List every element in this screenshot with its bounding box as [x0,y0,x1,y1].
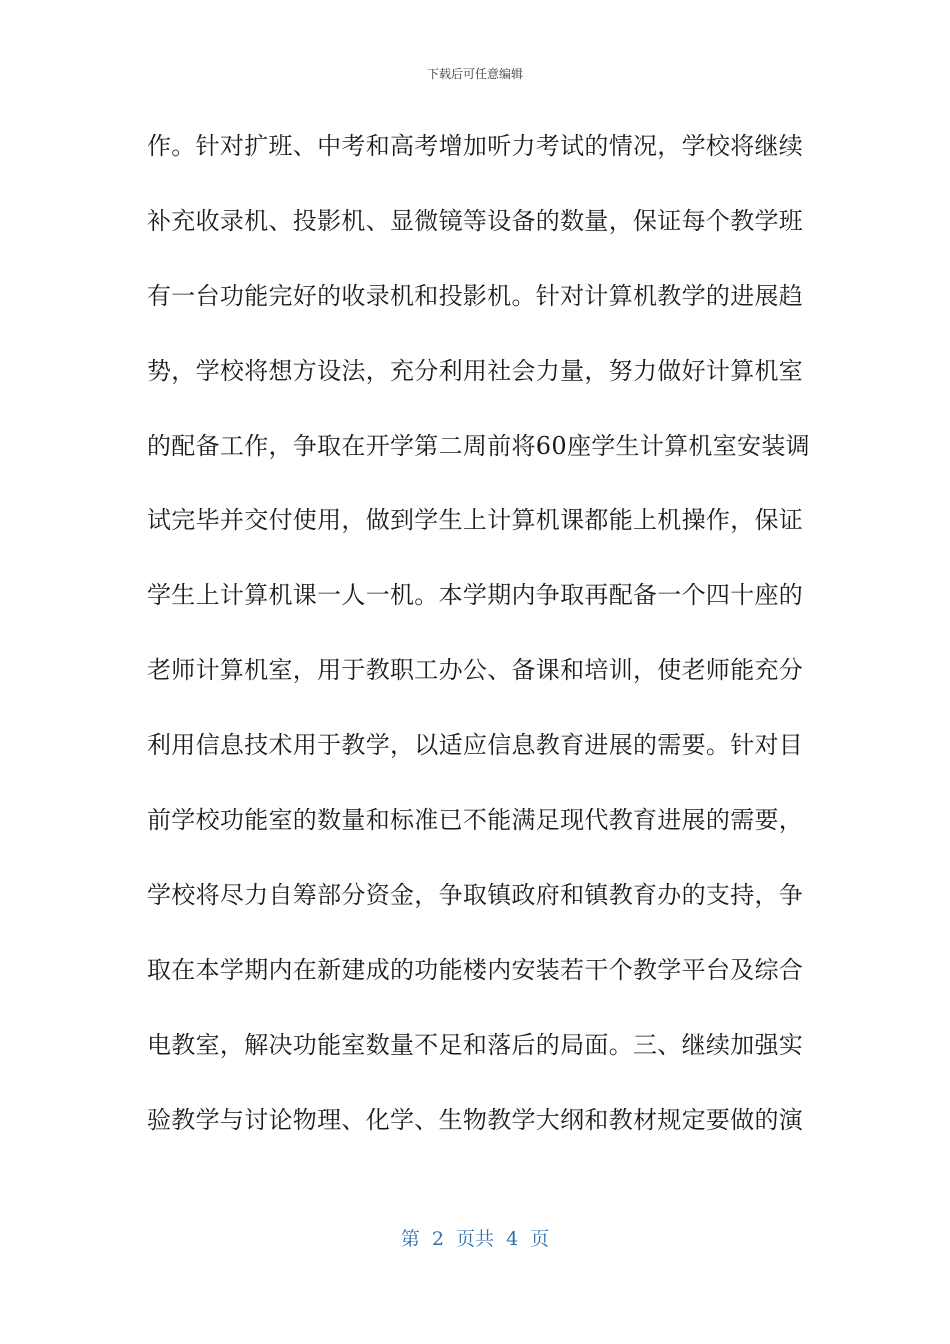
page-number-footer: 第 2 页共 4 页 [400,1228,550,1250]
body-line: 取在本学期内在新建成的功能楼内安装若干个教学平台及综合 [147,955,804,984]
body-line: 试完毕并交付使用，做到学生上计算机课都能上机操作，保证 [147,506,804,535]
body-line: 的配备工作，争取在开学第二周前将60座学生计算机室安装调 [147,431,810,460]
document-body [147,126,810,1174]
body-line: 验教学与讨论物理、化学、生物教学大纲和教材规定要做的演 [147,1105,804,1134]
body-line: 利用信息技术用于教学，以适应信息教育进展的需要。针对目 [147,731,804,760]
body-line: 老师计算机室，用于教职工办公、备课和培训，使老师能充分 [147,656,804,685]
body-line: 前学校功能室的数量和标准已不能满足现代教育进展的需要， [147,806,804,835]
body-line: 学校将尽力自筹部分资金，争取镇政府和镇教育办的支持，争 [147,880,804,909]
page-header-note: 下载后可任意编辑 [426,67,523,81]
body-line: 有一台功能完好的收录机和投影机。针对计算机教学的进展趋 [147,281,804,310]
body-line: 学生上计算机课一人一机。本学期内争取再配备一个四十座的 [147,581,804,610]
body-line: 势，学校将想方设法，充分利用社会力量，努力做好计算机室 [147,356,804,385]
body-line: 作。针对扩班、中考和高考增加听力考试的情况，学校将继续 [147,132,804,160]
body-line: 补充收录机、投影机、显微镜等设备的数量，保证每个教学班 [147,206,804,235]
body-line: 电教室，解决功能室数量不足和落后的局面。三、继续加强实 [147,1030,804,1059]
